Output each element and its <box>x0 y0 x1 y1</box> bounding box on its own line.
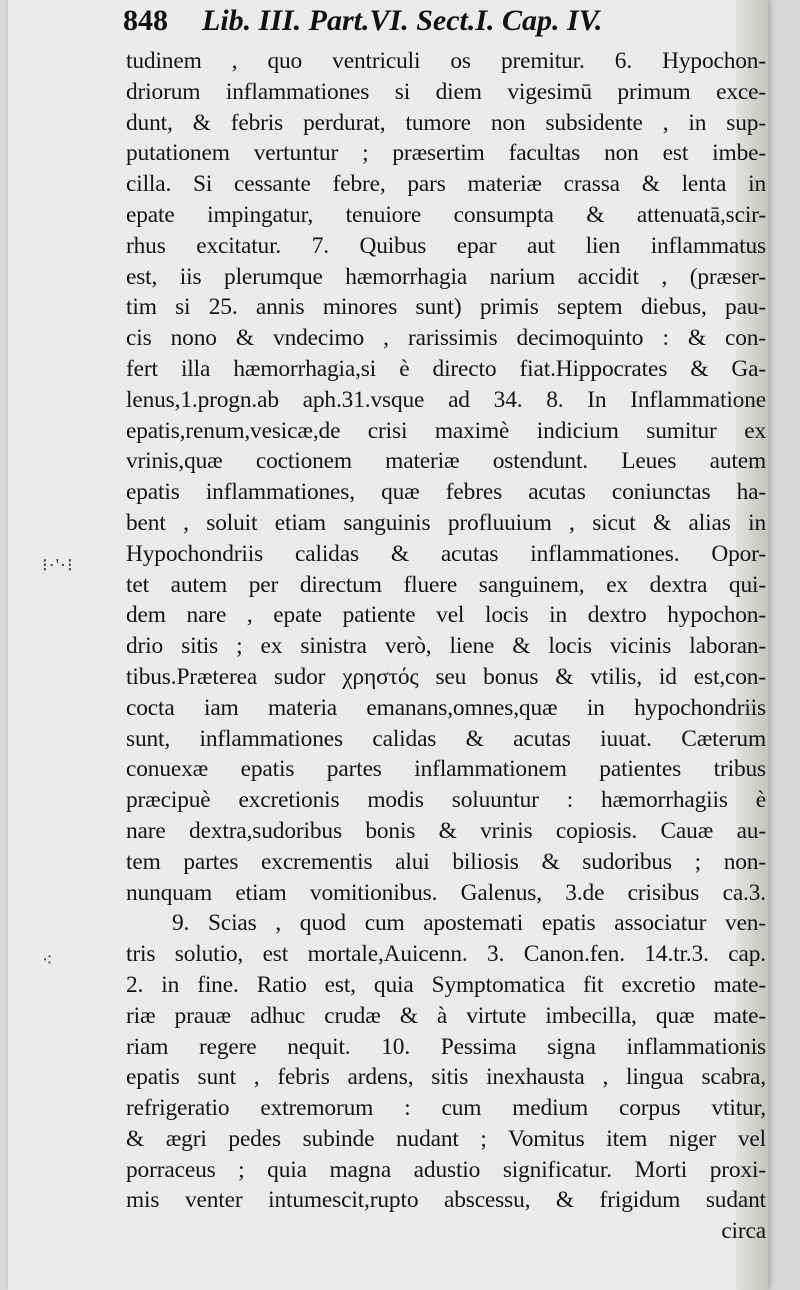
text-line: driorum inflammationes si diem vigesimū primum exce- <box>126 78 766 105</box>
text-line: drio sitis ; ex sinistra verò, liene & locis vicinis laboran- <box>126 633 766 660</box>
text-line: Hypochondriis calidas & acutas inflammationes. Opor- <box>126 540 766 567</box>
text-line: tris solutio, est mortale,Auicenn. 3. Canon.fen. 14.tr.3. cap. <box>126 941 766 968</box>
text-line: nare dextra,sudoribus bonis & vrinis copiosis. Cauæ au- <box>126 817 766 844</box>
text-line: tudinem , quo ventriculi os premitur. 6. Hypochon- <box>126 48 766 74</box>
text-line: præcipuè excretionis modis soluuntur : hæmorrhagiis è <box>126 787 766 814</box>
text-line: conuexæ epatis partes inflammationem patientes tribus <box>126 756 766 783</box>
text-line: epate impingatur, tenuiore consumpta & attenuatā,scir- <box>126 201 766 228</box>
text-line: riæ prauæ adhuc crudæ & à virtute imbecilla, quæ mate- <box>126 1002 766 1029</box>
text-line: dunt, & febris perdurat, tumore non subsidente , in sup- <box>126 109 766 136</box>
margin-mark: ⁖ <box>42 950 53 970</box>
text-line: fert illa hæmorrhagia,si è directo fiat.Hippocrates & Ga- <box>126 355 766 382</box>
text-line: dem nare , epate patiente vel locis in dextro hypochon- <box>126 602 766 629</box>
text-line: est, iis plerumque hæmorrhagia narium accidit , (præser- <box>126 263 766 290</box>
catchword: circa <box>721 1218 766 1245</box>
page-header <box>123 4 763 46</box>
text-line: tibus.Præterea sudor χρηστός seu bonus & vtilis, id est,con- <box>126 663 766 690</box>
text-line: epatis inflammationes, quæ febres acutas coniunctas ha- <box>126 479 766 506</box>
text-line: vrinis,quæ coctionem materiæ ostendunt. Leues autem <box>126 448 766 475</box>
text-line: cis nono & vndecimo , rarissimis decimoquinto : & con- <box>126 325 766 352</box>
text-line: putationem vertuntur ; præsertim facultas non est imbe- <box>126 140 766 167</box>
margin-mark: ⁝·'·⁝ <box>42 555 74 575</box>
running-title: Lib. III. Part.VI. Sect.I. Cap. IV. <box>202 4 603 37</box>
text-line: riam regere nequit. 10. Pessima signa inflammationis <box>126 1033 766 1060</box>
text-line: & ægri pedes subinde nudant ; Vomitus item niger vel <box>126 1125 766 1152</box>
text-line: lenus,1.progn.ab aph.31.vsque ad 34. 8. In Inflammatione <box>126 386 766 413</box>
text-line: nunquam etiam vomitionibus. Galenus, 3.de crisibus ca.3. <box>126 879 766 906</box>
text-line: cilla. Si cessante febre, pars materiæ crassa & lenta in <box>126 171 766 198</box>
text-line: epatis sunt , febris ardens, sitis inexhausta , lingua scabra, <box>126 1064 766 1091</box>
text-line: bent , soluit etiam sanguinis profluuium , sicut & alias in <box>126 509 766 536</box>
text-line: sunt, inflammationes calidas & acutas iuuat. Cæterum <box>126 725 766 752</box>
body-text <box>126 46 766 1247</box>
text-line: tim si 25. annis minores sunt) primis septem diebus, pau- <box>126 294 766 321</box>
text-line: porraceus ; quia magna adustio significatur. Morti proxi- <box>126 1156 766 1183</box>
text-line: rhus excitatur. 7. Quibus epar aut lien inflammatus <box>126 232 766 259</box>
text-line: epatis,renum,vesicæ,de crisi maximè indicium sumitur ex <box>126 417 766 444</box>
text-line: 9. Scias , quod cum apostemati epatis associatur ven- <box>172 910 766 937</box>
text-line: 2. in fine. Ratio est, quia Symptomatica fit excretio mate- <box>126 971 766 998</box>
book-page <box>8 0 768 1290</box>
text-line: cocta iam materia emanans,omnes,quæ in hypochondriis <box>126 694 766 721</box>
text-line: tet autem per directum fluere sanguinem, ex dextra qui- <box>126 571 766 598</box>
page-number: 848 <box>123 4 168 37</box>
text-line: refrigeratio extremorum : cum medium corpus vtitur, <box>126 1095 766 1122</box>
text-line: mis venter intumescit,rupto abscessu, & frigidum sudant <box>126 1187 766 1214</box>
text-line: tem partes excrementis alui biliosis & sudoribus ; non- <box>126 848 766 875</box>
